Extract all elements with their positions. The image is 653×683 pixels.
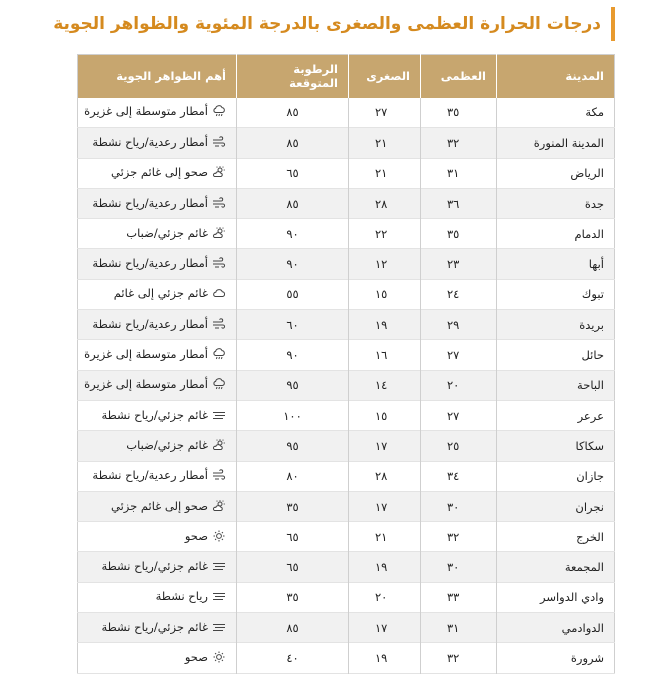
cell-phenomena [78,188,237,218]
sun-icon [212,651,226,663]
cell-phenomena [78,431,237,461]
cell-max: ٣٤ [421,461,497,491]
cell-max: ٢٥ [421,431,497,461]
cell-max: ٢٠ [421,370,497,400]
cell-city: الدوادمي [497,613,615,643]
weather-phenomena [92,135,226,149]
table-row [78,552,615,582]
phenomena-text: أمطار رعدية/رياح نشطة [92,256,208,271]
cell-min: ٢٨ [349,188,421,218]
cell-phenomena [78,370,237,400]
cell-humidity: ١٠٠ [237,400,349,430]
phenomena-text: رياح نشطة [155,589,208,604]
phenomena-text: غائم جزئي/رياح نشطة [101,559,208,574]
table-row [78,279,615,309]
cell-max: ٢٣ [421,249,497,279]
cell-phenomena [78,310,237,340]
table-row [78,582,615,612]
cell-min: ٢٧ [349,98,421,128]
cell-phenomena [78,552,237,582]
cell-max: ٣٥ [421,98,497,128]
cell-humidity: ٩٠ [237,249,349,279]
cell-max: ٣١ [421,158,497,188]
cell-max: ٢٧ [421,400,497,430]
cell-min: ١٥ [349,279,421,309]
rain-cloud-icon [212,105,226,117]
weather-table-wrapper [77,54,614,674]
header-max: العظمى [421,55,497,98]
cell-humidity: ٩٠ [237,340,349,370]
cell-humidity: ٦٥ [237,522,349,552]
title-block [53,6,615,42]
cell-humidity: ٦٥ [237,552,349,582]
weather-phenomena [92,256,226,270]
table-row [78,249,615,279]
cell-min: ١٥ [349,400,421,430]
cell-phenomena [78,461,237,491]
title-accent-bar [611,7,615,41]
wind-lines-icon [212,590,226,602]
phenomena-text: أمطار متوسطة إلى غزيرة [84,104,208,119]
partly-cloudy-icon [212,439,226,451]
cell-city: مكة [497,98,615,128]
table-header-row [78,55,615,98]
cell-city: نجران [497,491,615,521]
cell-humidity: ٨٥ [237,128,349,158]
cell-min: ١٧ [349,431,421,461]
cell-city: الدمام [497,219,615,249]
cell-min: ٢١ [349,158,421,188]
cell-city: جازان [497,461,615,491]
cell-humidity: ٩٥ [237,370,349,400]
partly-cloudy-icon [212,500,226,512]
table-row [78,491,615,521]
cell-max: ٢٩ [421,310,497,340]
phenomena-text: أمطار رعدية/رياح نشطة [92,134,208,149]
cell-phenomena [78,219,237,249]
cell-humidity: ٣٥ [237,491,349,521]
phenomena-text: أمطار رعدية/رياح نشطة [92,316,208,331]
cell-max: ٣٥ [421,219,497,249]
table-row [78,310,615,340]
weather-phenomena [126,438,226,452]
cell-max: ٢٧ [421,340,497,370]
cell-phenomena [78,400,237,430]
cell-min: ٢٠ [349,582,421,612]
cell-city: المدينة المنورة [497,128,615,158]
cell-city: بريدة [497,310,615,340]
cell-phenomena [78,643,237,673]
table-row [78,219,615,249]
page-title: درجات الحرارة العظمى والصغرى بالدرجة المئوية والظواهر الجوية [53,14,601,34]
sun-icon [212,530,226,542]
wind-icon [212,469,226,481]
phenomena-text: أمطار رعدية/رياح نشطة [92,195,208,210]
cell-min: ٢١ [349,522,421,552]
table-row [78,128,615,158]
cell-phenomena [78,249,237,279]
cell-phenomena [78,340,237,370]
cell-humidity: ٨٠ [237,461,349,491]
wind-lines-icon [212,560,226,572]
cell-min: ١٩ [349,310,421,340]
cell-min: ١٦ [349,340,421,370]
cell-phenomena [78,613,237,643]
partly-cloudy-icon [212,227,226,239]
cell-city: تبوك [497,279,615,309]
weather-phenomena [92,468,226,482]
header-city: المدينة [497,55,615,98]
cell-city: شرورة [497,643,615,673]
weather-phenomena [84,377,226,391]
phenomena-text: أمطار متوسطة إلى غزيرة [84,377,208,392]
cell-city: الرياض [497,158,615,188]
cell-city: وادي الدواسر [497,582,615,612]
cell-min: ١٢ [349,249,421,279]
table-row [78,400,615,430]
phenomena-text: أمطار رعدية/رياح نشطة [92,468,208,483]
phenomena-text: غائم جزئي إلى غائم [113,286,208,301]
phenomena-text: صحو إلى غائم جزئي [111,165,208,180]
cell-phenomena [78,491,237,521]
table-row [78,370,615,400]
cell-max: ٣٣ [421,582,497,612]
weather-phenomena [101,408,226,422]
table-row [78,340,615,370]
table-row [78,522,615,552]
wind-lines-icon [212,409,226,421]
cell-city: الباحة [497,370,615,400]
cell-phenomena [78,128,237,158]
weather-phenomena [92,317,226,331]
cell-city: سكاكا [497,431,615,461]
cell-phenomena [78,522,237,552]
table-row [78,188,615,218]
cell-max: ٣٠ [421,552,497,582]
weather-phenomena [84,104,226,118]
cell-phenomena [78,582,237,612]
cell-humidity: ٦٠ [237,310,349,340]
cell-humidity: ٨٥ [237,98,349,128]
cell-humidity: ٨٥ [237,613,349,643]
cell-city: جدة [497,188,615,218]
cell-max: ٣٦ [421,188,497,218]
cloud-icon [212,287,226,299]
cell-min: ١٩ [349,552,421,582]
weather-phenomena [111,499,226,513]
phenomena-text: صحو [184,528,208,543]
rain-cloud-icon [212,378,226,390]
weather-phenomena [84,347,226,361]
cell-phenomena [78,98,237,128]
cell-humidity: ٥٥ [237,279,349,309]
partly-cloudy-icon [212,166,226,178]
weather-phenomena [111,165,226,179]
cell-city: أبها [497,249,615,279]
cell-humidity: ٦٥ [237,158,349,188]
phenomena-text: غائم جزئي/ضباب [126,437,208,452]
cell-humidity: ٩٠ [237,219,349,249]
cell-humidity: ٤٠ [237,643,349,673]
wind-icon [212,257,226,269]
weather-phenomena [185,529,226,543]
cell-city: عرعر [497,400,615,430]
weather-phenomena [185,650,226,664]
rain-cloud-icon [212,348,226,360]
phenomena-text: غائم جزئي/رياح نشطة [101,407,208,422]
table-body [78,98,615,674]
phenomena-text: صحو إلى غائم جزئي [111,498,208,513]
phenomena-text: غائم جزئي/ضباب [126,225,208,240]
wind-icon [212,197,226,209]
table-row [78,431,615,461]
table-row [78,158,615,188]
wind-icon [212,318,226,330]
cell-min: ٢٢ [349,219,421,249]
cell-min: ١٩ [349,643,421,673]
cell-phenomena [78,279,237,309]
weather-table [77,54,615,674]
table-row [78,461,615,491]
wind-lines-icon [212,621,226,633]
cell-city: الخرج [497,522,615,552]
header-humidity: الرطوبة المتوقعة [237,55,349,98]
cell-max: ٣١ [421,613,497,643]
table-row [78,643,615,673]
phenomena-text: صحو [184,649,208,664]
weather-phenomena [92,196,226,210]
weather-phenomena [101,559,226,573]
header-phenomena: أهم الظواهر الجوية [116,69,226,84]
cell-humidity: ٨٥ [237,188,349,218]
cell-min: ١٧ [349,491,421,521]
phenomena-text: أمطار متوسطة إلى غزيرة [84,347,208,362]
cell-humidity: ٩٥ [237,431,349,461]
cell-max: ٣٢ [421,643,497,673]
weather-phenomena [156,589,226,603]
cell-min: ١٧ [349,613,421,643]
cell-min: ٢١ [349,128,421,158]
cell-phenomena [78,158,237,188]
header-min: الصغرى [349,55,421,98]
weather-phenomena [101,620,226,634]
table-row [78,613,615,643]
cell-max: ٢٤ [421,279,497,309]
cell-min: ١٤ [349,370,421,400]
cell-max: ٣٢ [421,522,497,552]
cell-min: ٢٨ [349,461,421,491]
cell-max: ٣٠ [421,491,497,521]
cell-city: المجمعة [497,552,615,582]
cell-humidity: ٣٥ [237,582,349,612]
wind-icon [212,136,226,148]
table-row [78,98,615,128]
weather-phenomena [126,226,226,240]
weather-phenomena [114,286,226,300]
phenomena-text: غائم جزئي/رياح نشطة [101,619,208,634]
cell-city: حائل [497,340,615,370]
cell-max: ٣٢ [421,128,497,158]
